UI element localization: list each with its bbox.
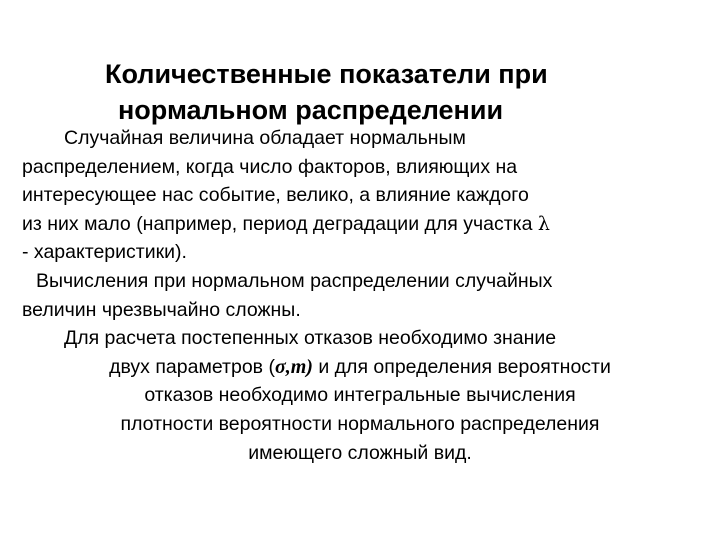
paragraph-3-line-3: отказов необходимо интегральные вычисления (144, 384, 576, 407)
paragraph-2-line-2: величин чрезвычайно сложны. (22, 298, 301, 321)
paragraph-3-line-2 (0, 353, 720, 382)
paragraph-1-line-4 (0, 210, 720, 239)
slide-body (0, 124, 720, 467)
paragraph-1-line-5: - характеристики). (22, 241, 187, 264)
paragraph-1-line-1: Случайная величина обладает нормальным (64, 127, 466, 149)
paragraph-3-line-2-before: двух параметров ( (109, 355, 275, 378)
title-line-2: нормальном распределении (118, 95, 504, 125)
paragraph-1-line-4-text: из них мало (например, период деградации для участка (22, 212, 533, 235)
paragraph-3-line-1: Для расчета постепенных отказов необходимо знание (64, 327, 557, 350)
paragraph-3-line-4: плотности вероятности нормального распределения (120, 412, 600, 435)
slide-title (0, 56, 720, 128)
paragraph-3-line-5: имеющего сложный вид. (248, 441, 472, 464)
paragraph-1-line-2: распределением, когда число факторов, влияющих на (22, 155, 518, 178)
parameters-sigma-m: σ,m) (274, 355, 313, 378)
paragraph-2-line-1: Вычисления при нормальном распределении случайных (36, 269, 553, 292)
lambda-symbol: λ (537, 212, 550, 235)
title-line-1: Количественные показатели при (105, 59, 548, 89)
paragraph-1-line-3: интересующее нас событие, велико, а влияние каждого (22, 184, 529, 207)
paragraph-3-line-2-after: и для определения вероятности (312, 355, 611, 378)
